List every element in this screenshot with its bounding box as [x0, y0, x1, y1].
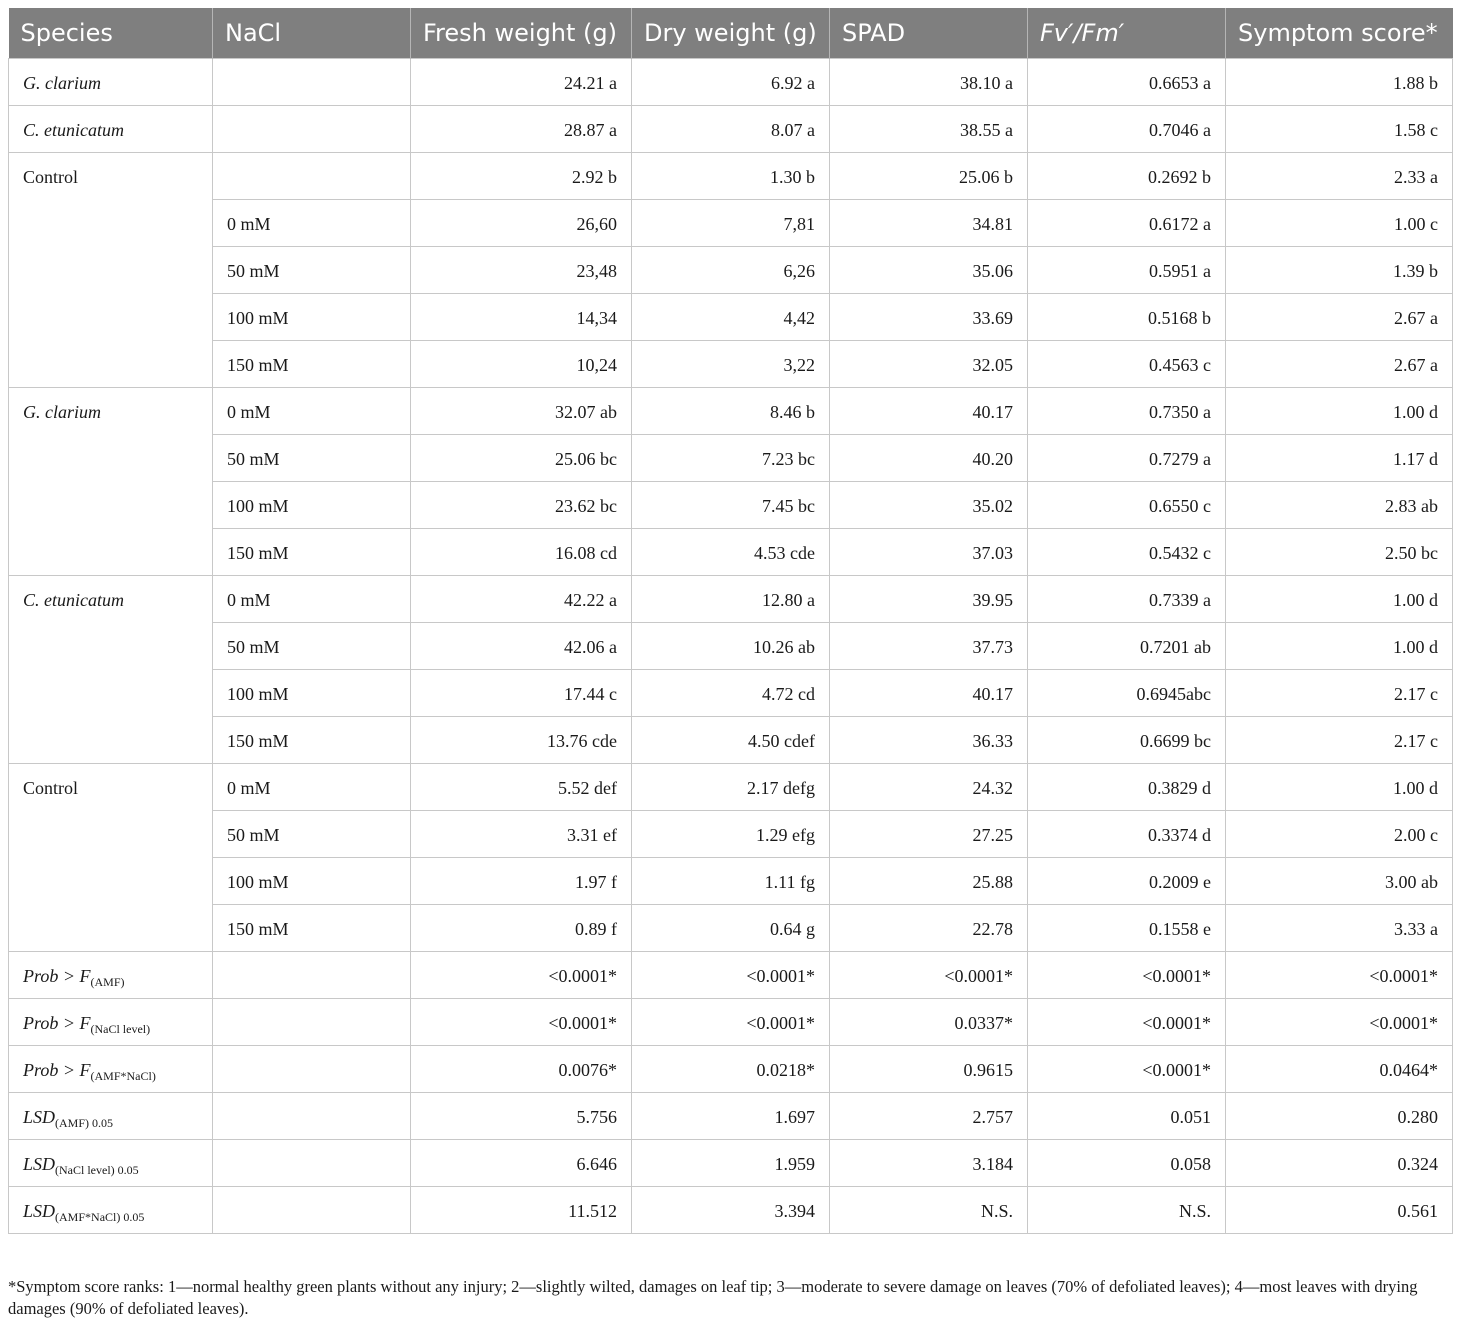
- fv-fm-cell: 0.7279 a: [1028, 435, 1226, 482]
- spad-cell: 36.33: [830, 717, 1028, 764]
- nacl-cell: 0 mM: [213, 576, 411, 623]
- fresh-weight-cell: 14,34: [411, 294, 632, 341]
- header-dry-weight: Dry weight (g): [632, 8, 830, 59]
- stat-label-suffix: 0.05: [89, 1116, 114, 1130]
- stat-label-cell: [9, 1046, 213, 1093]
- spad-cell: 0.0337*: [830, 999, 1028, 1046]
- table-row: [9, 999, 1453, 1046]
- fresh-weight-cell: 24.21 a: [411, 59, 632, 106]
- table-row: [9, 153, 1453, 200]
- stat-label-subscript: (AMF*NaCl): [90, 1069, 156, 1083]
- fresh-weight-cell: 32.07 ab: [411, 388, 632, 435]
- table-row: [9, 59, 1453, 106]
- table-row: [9, 1093, 1453, 1140]
- table-row: [9, 764, 1453, 811]
- spad-cell: 0.9615: [830, 1046, 1028, 1093]
- spad-cell: 2.757: [830, 1093, 1028, 1140]
- fv-fm-cell: 0.7046 a: [1028, 106, 1226, 153]
- fresh-weight-cell: 13.76 cde: [411, 717, 632, 764]
- nacl-cell: 50 mM: [213, 435, 411, 482]
- table-row: [9, 529, 1453, 576]
- fv-fm-cell: 0.2009 e: [1028, 858, 1226, 905]
- species-cell: [9, 482, 213, 529]
- fresh-weight-cell: 23,48: [411, 247, 632, 294]
- stat-label-base: Prob > F: [23, 1013, 91, 1033]
- table-row: [9, 717, 1453, 764]
- dry-weight-cell: 1.11 fg: [632, 858, 830, 905]
- symptom-score-cell: 0.0464*: [1226, 1046, 1453, 1093]
- table-header: [9, 8, 1453, 59]
- symptom-score-cell: 1.00 d: [1226, 576, 1453, 623]
- fresh-weight-cell: 3.31 ef: [411, 811, 632, 858]
- fresh-weight-cell: 5.52 def: [411, 764, 632, 811]
- fv-fm-cell: 0.5432 c: [1028, 529, 1226, 576]
- nacl-cell: [213, 1187, 411, 1234]
- stat-label-cell: [9, 1093, 213, 1140]
- fresh-weight-cell: <0.0001*: [411, 952, 632, 999]
- nacl-cell: 150 mM: [213, 717, 411, 764]
- fresh-weight-cell: 6.646: [411, 1140, 632, 1187]
- nacl-cell: [213, 1093, 411, 1140]
- symptom-score-cell: 1.00 d: [1226, 764, 1453, 811]
- fv-fm-cell: 0.6653 a: [1028, 59, 1226, 106]
- stat-label-base: LSD: [23, 1107, 56, 1127]
- header-row: [9, 8, 1453, 59]
- table-body: [9, 59, 1453, 1234]
- dry-weight-cell: 6.92 a: [632, 59, 830, 106]
- dry-weight-cell: 7.23 bc: [632, 435, 830, 482]
- table-row: [9, 106, 1453, 153]
- table-row: [9, 858, 1453, 905]
- header-fresh-weight: Fresh weight (g): [411, 8, 632, 59]
- symptom-score-cell: 2.67 a: [1226, 294, 1453, 341]
- dry-weight-cell: 7.45 bc: [632, 482, 830, 529]
- symptom-score-cell: 1.00 c: [1226, 200, 1453, 247]
- dry-weight-cell: 3,22: [632, 341, 830, 388]
- spad-cell: 39.95: [830, 576, 1028, 623]
- header-species: Species: [9, 8, 213, 59]
- species-cell: [9, 858, 213, 905]
- data-table-container: [8, 8, 1452, 1234]
- spad-cell: 22.78: [830, 905, 1028, 952]
- fv-fm-cell: 0.7350 a: [1028, 388, 1226, 435]
- nacl-cell: 150 mM: [213, 905, 411, 952]
- fresh-weight-cell: 1.97 f: [411, 858, 632, 905]
- nacl-cell: [213, 59, 411, 106]
- symptom-score-cell: 2.00 c: [1226, 811, 1453, 858]
- fv-fm-cell: <0.0001*: [1028, 999, 1226, 1046]
- fresh-weight-cell: 42.22 a: [411, 576, 632, 623]
- stat-label-base: LSD: [23, 1201, 56, 1221]
- spad-cell: 24.32: [830, 764, 1028, 811]
- table-row: [9, 341, 1453, 388]
- fresh-weight-cell: 28.87 a: [411, 106, 632, 153]
- spad-cell: 3.184: [830, 1140, 1028, 1187]
- header-nacl: NaCl: [213, 8, 411, 59]
- header-spad: SPAD: [830, 8, 1028, 59]
- fv-fm-cell: 0.3374 d: [1028, 811, 1226, 858]
- table-row: [9, 200, 1453, 247]
- nacl-cell: 100 mM: [213, 670, 411, 717]
- symptom-score-cell: 3.00 ab: [1226, 858, 1453, 905]
- fv-fm-cell: 0.1558 e: [1028, 905, 1226, 952]
- symptom-score-cell: 1.39 b: [1226, 247, 1453, 294]
- fv-fm-cell: 0.4563 c: [1028, 341, 1226, 388]
- spad-cell: 38.10 a: [830, 59, 1028, 106]
- stat-label-subscript: (AMF): [55, 1116, 90, 1130]
- table-row: [9, 388, 1453, 435]
- fv-fm-cell: <0.0001*: [1028, 952, 1226, 999]
- symptom-score-cell: 1.17 d: [1226, 435, 1453, 482]
- fresh-weight-cell: 11.512: [411, 1187, 632, 1234]
- nacl-cell: 0 mM: [213, 764, 411, 811]
- dry-weight-cell: 4.50 cdef: [632, 717, 830, 764]
- fresh-weight-cell: 16.08 cd: [411, 529, 632, 576]
- fresh-weight-cell: 0.89 f: [411, 905, 632, 952]
- symptom-score-cell: 2.83 ab: [1226, 482, 1453, 529]
- dry-weight-cell: 4.53 cde: [632, 529, 830, 576]
- stat-label-subscript: (NaCl level): [90, 1022, 151, 1036]
- table-row: [9, 1046, 1453, 1093]
- fv-fm-cell: N.S.: [1028, 1187, 1226, 1234]
- spad-cell: 25.88: [830, 858, 1028, 905]
- symptom-score-cell: 2.67 a: [1226, 341, 1453, 388]
- fv-fm-cell: 0.5168 b: [1028, 294, 1226, 341]
- fv-fm-cell: 0.6699 bc: [1028, 717, 1226, 764]
- spad-cell: 33.69: [830, 294, 1028, 341]
- dry-weight-cell: 12.80 a: [632, 576, 830, 623]
- species-cell: [9, 623, 213, 670]
- species-cell: [9, 529, 213, 576]
- nacl-cell: 150 mM: [213, 529, 411, 576]
- species-cell: G. clarium: [9, 59, 213, 106]
- spad-cell: 25.06 b: [830, 153, 1028, 200]
- fv-fm-cell: 0.3829 d: [1028, 764, 1226, 811]
- fv-fm-cell: 0.7339 a: [1028, 576, 1226, 623]
- nacl-cell: 100 mM: [213, 858, 411, 905]
- spad-cell: <0.0001*: [830, 952, 1028, 999]
- fv-fm-cell: <0.0001*: [1028, 1046, 1226, 1093]
- fresh-weight-cell: 0.0076*: [411, 1046, 632, 1093]
- symptom-score-cell: 0.324: [1226, 1140, 1453, 1187]
- nacl-cell: 50 mM: [213, 811, 411, 858]
- dry-weight-cell: <0.0001*: [632, 999, 830, 1046]
- fv-fm-cell: 0.7201 ab: [1028, 623, 1226, 670]
- spad-cell: N.S.: [830, 1187, 1028, 1234]
- symptom-score-cell: 1.88 b: [1226, 59, 1453, 106]
- dry-weight-cell: <0.0001*: [632, 952, 830, 999]
- stat-label-subscript: (AMF): [90, 975, 125, 989]
- symptom-score-cell: 0.561: [1226, 1187, 1453, 1234]
- data-table: [8, 8, 1453, 1234]
- dry-weight-cell: 1.959: [632, 1140, 830, 1187]
- spad-cell: 27.25: [830, 811, 1028, 858]
- table-row: [9, 576, 1453, 623]
- header-fv-fm: Fv′/Fm′: [1028, 8, 1226, 59]
- fv-fm-cell: 0.051: [1028, 1093, 1226, 1140]
- species-cell: [9, 435, 213, 482]
- spad-cell: 37.73: [830, 623, 1028, 670]
- fresh-weight-cell: 2.92 b: [411, 153, 632, 200]
- table-row: [9, 435, 1453, 482]
- fresh-weight-cell: 42.06 a: [411, 623, 632, 670]
- table-row: [9, 623, 1453, 670]
- nacl-cell: [213, 153, 411, 200]
- dry-weight-cell: 8.07 a: [632, 106, 830, 153]
- fv-fm-cell: 0.6550 c: [1028, 482, 1226, 529]
- nacl-cell: 50 mM: [213, 247, 411, 294]
- symptom-score-cell: 2.17 c: [1226, 717, 1453, 764]
- fv-fm-cell: 0.2692 b: [1028, 153, 1226, 200]
- spad-cell: 35.02: [830, 482, 1028, 529]
- fresh-weight-cell: 26,60: [411, 200, 632, 247]
- fresh-weight-cell: 17.44 c: [411, 670, 632, 717]
- stat-label-subscript: (AMF*NaCl): [55, 1210, 121, 1224]
- dry-weight-cell: 0.0218*: [632, 1046, 830, 1093]
- fresh-weight-cell: 10,24: [411, 341, 632, 388]
- dry-weight-cell: 8.46 b: [632, 388, 830, 435]
- table-row: [9, 1187, 1453, 1234]
- dry-weight-cell: 3.394: [632, 1187, 830, 1234]
- species-cell: [9, 294, 213, 341]
- nacl-cell: 100 mM: [213, 294, 411, 341]
- spad-cell: 38.55 a: [830, 106, 1028, 153]
- species-cell: C. etunicatum: [9, 576, 213, 623]
- dry-weight-cell: 7,81: [632, 200, 830, 247]
- dry-weight-cell: 0.64 g: [632, 905, 830, 952]
- symptom-score-cell: 1.00 d: [1226, 623, 1453, 670]
- species-cell: C. etunicatum: [9, 106, 213, 153]
- dry-weight-cell: 1.30 b: [632, 153, 830, 200]
- nacl-cell: [213, 106, 411, 153]
- stat-label-cell: [9, 952, 213, 999]
- nacl-cell: 50 mM: [213, 623, 411, 670]
- table-row: [9, 670, 1453, 717]
- table-row: [9, 1140, 1453, 1187]
- species-cell: G. clarium: [9, 388, 213, 435]
- species-cell: [9, 905, 213, 952]
- spad-cell: 37.03: [830, 529, 1028, 576]
- spad-cell: 40.17: [830, 670, 1028, 717]
- symptom-score-cell: 1.00 d: [1226, 388, 1453, 435]
- stat-label-base: LSD: [23, 1154, 56, 1174]
- symptom-score-cell: 1.58 c: [1226, 106, 1453, 153]
- dry-weight-cell: 4,42: [632, 294, 830, 341]
- spad-cell: 40.20: [830, 435, 1028, 482]
- nacl-cell: [213, 1140, 411, 1187]
- fv-fm-cell: 0.6172 a: [1028, 200, 1226, 247]
- table-row: [9, 905, 1453, 952]
- nacl-cell: [213, 999, 411, 1046]
- fresh-weight-cell: 23.62 bc: [411, 482, 632, 529]
- stat-label-cell: [9, 1187, 213, 1234]
- symptom-score-cell: 2.17 c: [1226, 670, 1453, 717]
- fresh-weight-cell: 5.756: [411, 1093, 632, 1140]
- nacl-cell: 0 mM: [213, 200, 411, 247]
- species-cell: [9, 200, 213, 247]
- species-cell: [9, 341, 213, 388]
- species-cell: [9, 247, 213, 294]
- stat-label-base: Prob > F: [23, 966, 91, 986]
- species-cell: [9, 811, 213, 858]
- spad-cell: 40.17: [830, 388, 1028, 435]
- spad-cell: 32.05: [830, 341, 1028, 388]
- nacl-cell: [213, 1046, 411, 1093]
- fresh-weight-cell: 25.06 bc: [411, 435, 632, 482]
- table-footnote: *Symptom score ranks: 1—normal healthy green plants without any injury; 2—slightly wilted, damages on leaf tip; 3—moderate to severe damage on leaves (70% of defoliated leaves); 4—most leaves with drying damages (90% of defoliated leaves).: [8, 1277, 1418, 1318]
- species-cell: Control: [9, 153, 213, 200]
- symptom-score-cell: <0.0001*: [1226, 999, 1453, 1046]
- dry-weight-cell: 1.29 efg: [632, 811, 830, 858]
- fv-fm-cell: 0.6945abc: [1028, 670, 1226, 717]
- table-row: [9, 952, 1453, 999]
- stat-label-subscript: (NaCl level): [55, 1163, 115, 1177]
- header-symptom-score: Symptom score*: [1226, 8, 1453, 59]
- table-row: [9, 247, 1453, 294]
- nacl-cell: 100 mM: [213, 482, 411, 529]
- table-row: [9, 294, 1453, 341]
- dry-weight-cell: 6,26: [632, 247, 830, 294]
- stat-label-cell: [9, 999, 213, 1046]
- species-cell: Control: [9, 764, 213, 811]
- dry-weight-cell: 1.697: [632, 1093, 830, 1140]
- dry-weight-cell: 2.17 defg: [632, 764, 830, 811]
- spad-cell: 35.06: [830, 247, 1028, 294]
- species-cell: [9, 717, 213, 764]
- symptom-score-cell: 2.33 a: [1226, 153, 1453, 200]
- fv-fm-cell: 0.058: [1028, 1140, 1226, 1187]
- stat-label-suffix: 0.05: [114, 1163, 139, 1177]
- table-row: [9, 482, 1453, 529]
- table-row: [9, 811, 1453, 858]
- dry-weight-cell: 4.72 cd: [632, 670, 830, 717]
- stat-label-suffix: 0.05: [120, 1210, 145, 1224]
- symptom-score-cell: 0.280: [1226, 1093, 1453, 1140]
- dry-weight-cell: 10.26 ab: [632, 623, 830, 670]
- symptom-score-cell: <0.0001*: [1226, 952, 1453, 999]
- stat-label-base: Prob > F: [23, 1060, 91, 1080]
- stat-label-cell: [9, 1140, 213, 1187]
- symptom-score-cell: 3.33 a: [1226, 905, 1453, 952]
- symptom-score-cell: 2.50 bc: [1226, 529, 1453, 576]
- species-cell: [9, 670, 213, 717]
- fresh-weight-cell: <0.0001*: [411, 999, 632, 1046]
- nacl-cell: 150 mM: [213, 341, 411, 388]
- nacl-cell: [213, 952, 411, 999]
- nacl-cell: 0 mM: [213, 388, 411, 435]
- fv-fm-cell: 0.5951 a: [1028, 247, 1226, 294]
- spad-cell: 34.81: [830, 200, 1028, 247]
